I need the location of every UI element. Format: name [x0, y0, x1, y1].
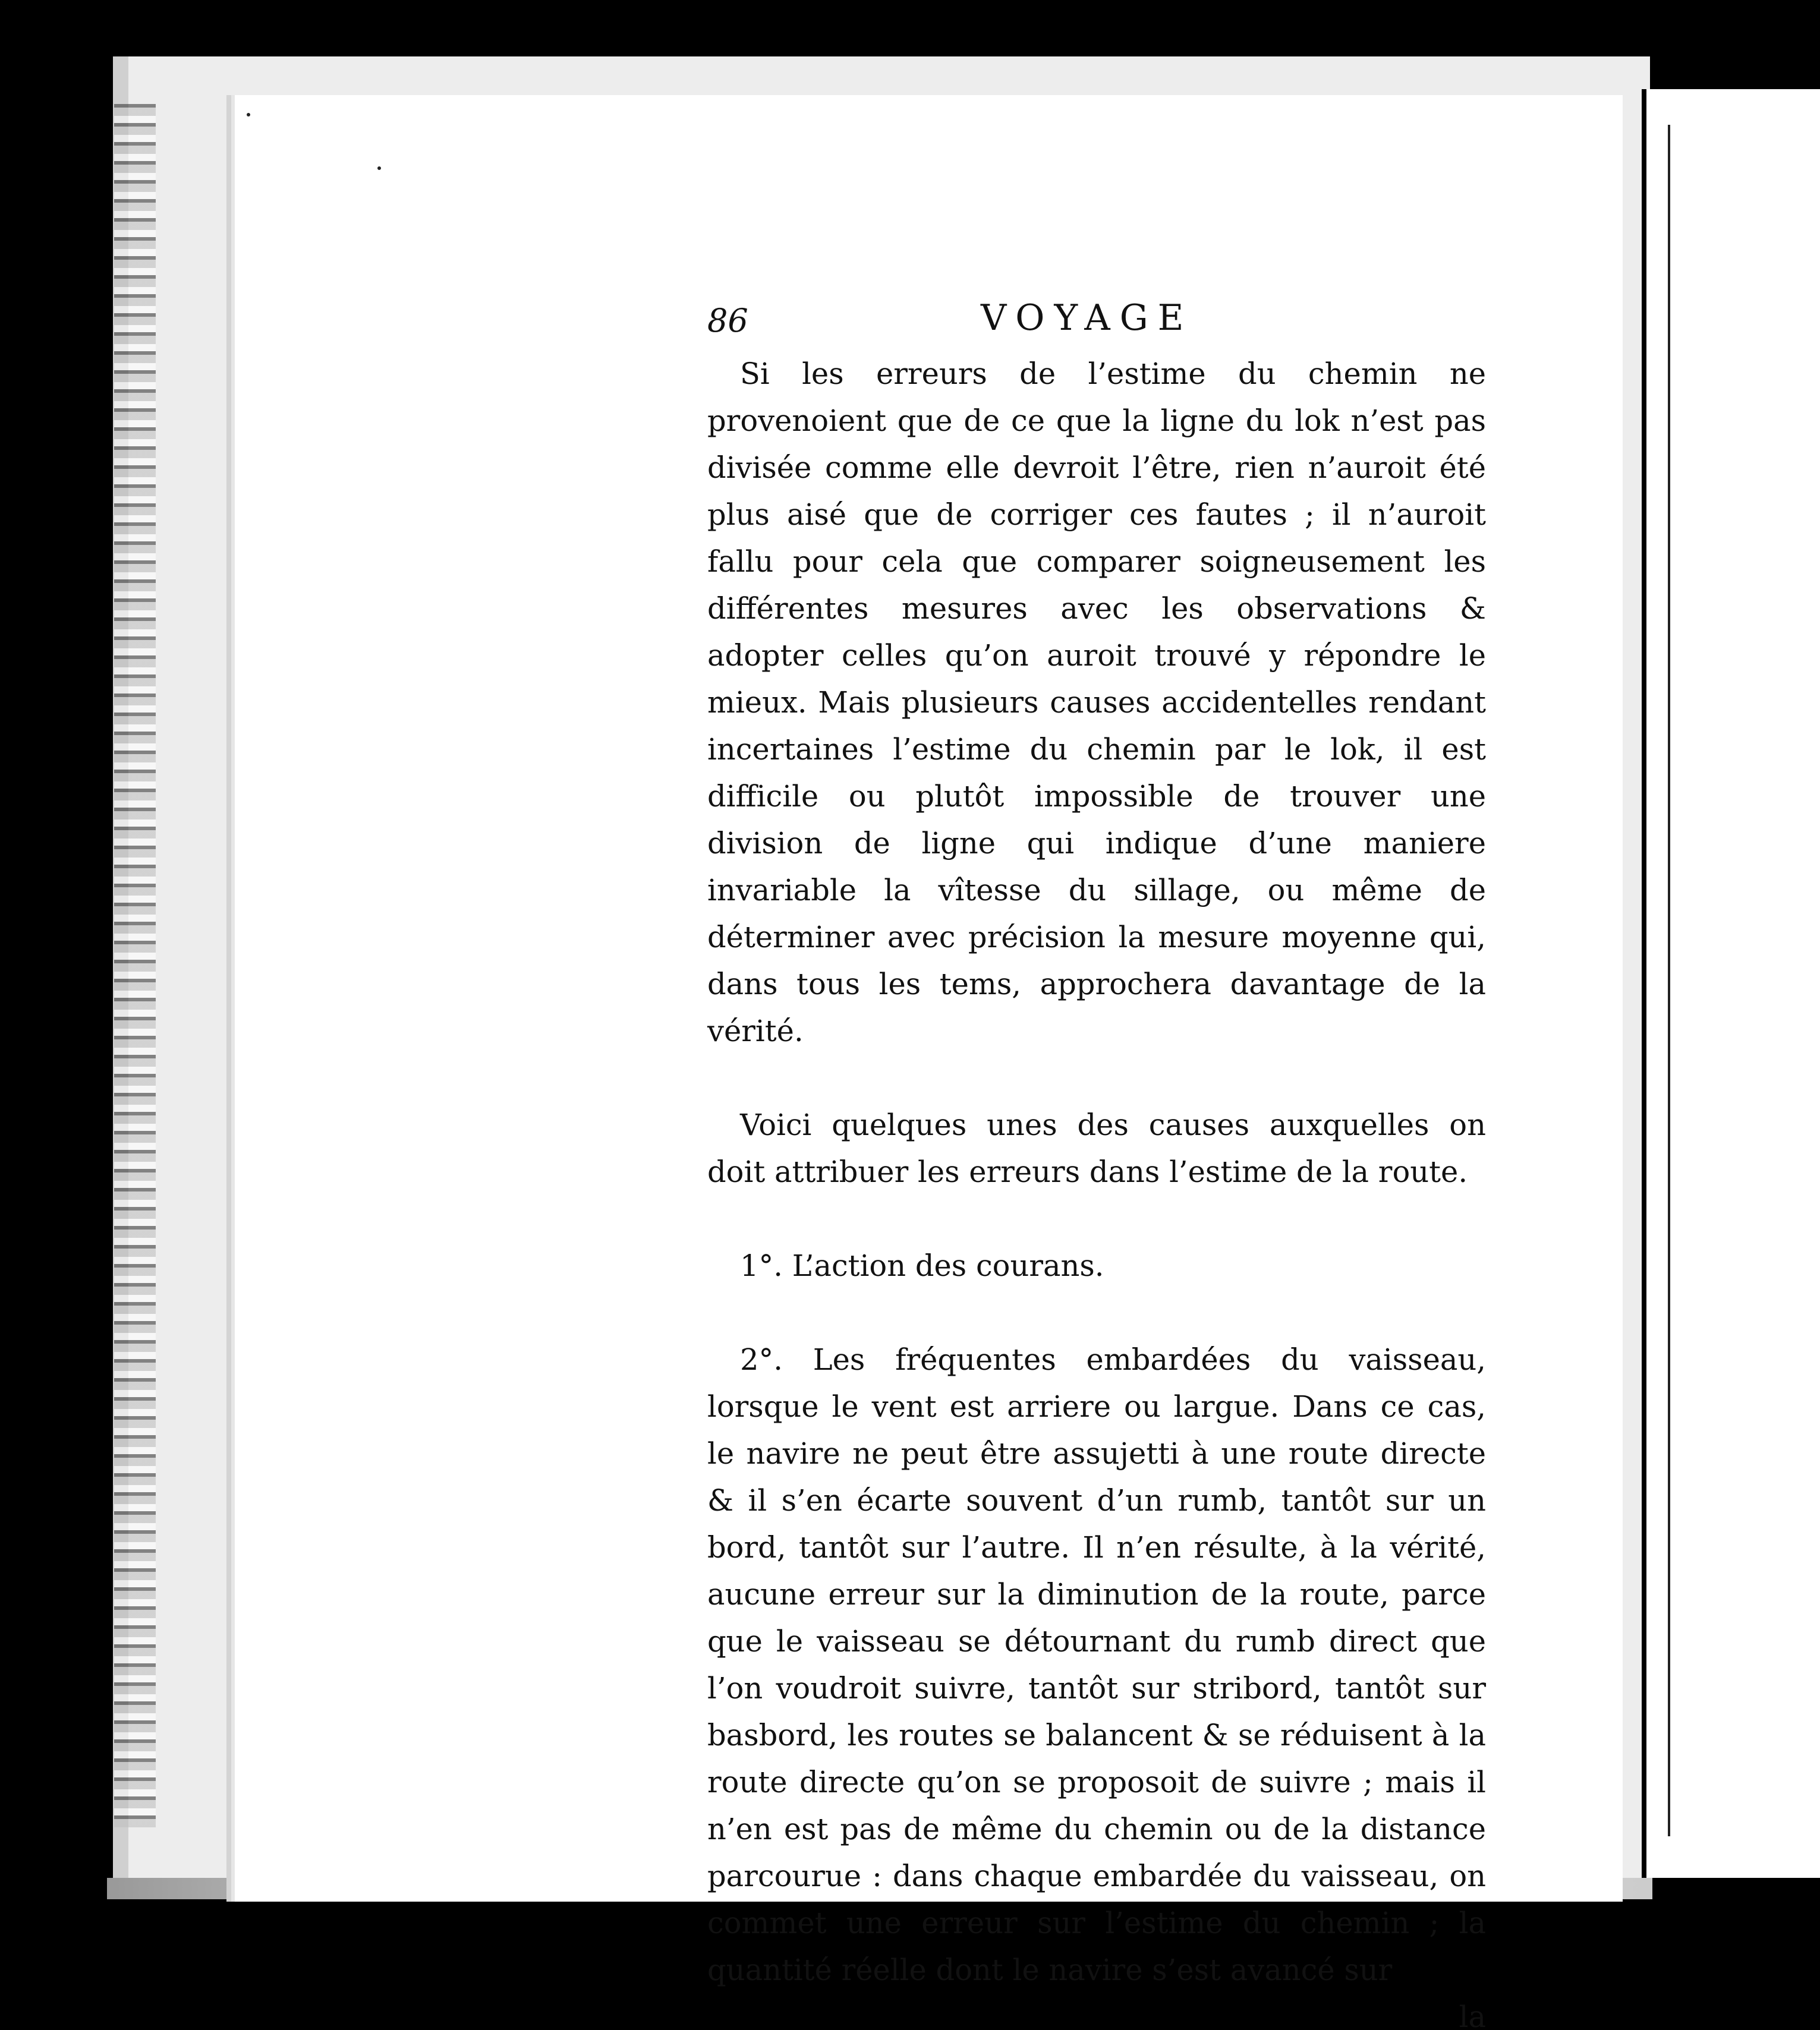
page-number: 86 — [707, 302, 748, 339]
paragraph: Si les erreurs de l’estime du chemin ne provenoient que de ce que la ligne du lok n’est pas divisée comme elle devroit l’être, rien n’auroit été plus aisé que de corriger ces fautes ; il n’auroit fallu pour cela que comparer soigneusement les différentes mesures avec les observations & adopter celles qu’on auroit trouvé y répondre le mieux. Mais plusieurs causes accidentelles rendant incertaines l’estime du chemin par le lok, il est difficile ou plutôt impossible de trouver une division de ligne qui indique d’une maniere invariable la vîtesse du sillage, ou même de déterminer avec précision la mesure moyenne qui, dans tous les tems, approchera davantage de la vérité. — [707, 357, 1486, 1048]
facing-page-edge — [1642, 89, 1820, 1890]
page-body-text — [707, 351, 1486, 2030]
page-header — [707, 297, 1492, 345]
ink-speck — [377, 166, 381, 170]
ink-speck — [247, 113, 250, 116]
paragraph: 2°. Les fréquentes embardées du vaisseau, lorsque le vent est arriere ou largue. Dans ce cas, le navire ne peut être assujetti à une route directe & il s’en écarte souvent d’un rumb, tantôt sur un bord, tantôt sur l’autre. Il n’en résulte, à la vérité, aucune erreur sur la diminution de la route, parce que le vaisseau se détournant du rumb direct que l’on voudroit suivre, tantôt sur stribord, tantôt sur basbord, les routes se balancent & se réduisent à la route directe qu’on se proposoit de suivre ; mais il n’en est pas de même du chemin ou de la distance parcourue : dans chaque embardée du vaisseau, on commet une erreur sur l’estime du chemin ; la quantité réelle dont le navire s’est avancé sur — [707, 1342, 1486, 1987]
catchword: la — [1459, 2000, 1486, 2030]
page-gutter-line — [1668, 125, 1670, 1836]
deckled-page-edge — [114, 104, 156, 1827]
paragraph: 1°. L’action des courans. — [740, 1249, 1104, 1283]
paragraph: Voici quelques unes des causes auxquelles on doit attribuer les erreurs dans l’estime de la route. — [707, 1108, 1486, 1189]
running-title: VOYAGE — [981, 297, 1194, 339]
